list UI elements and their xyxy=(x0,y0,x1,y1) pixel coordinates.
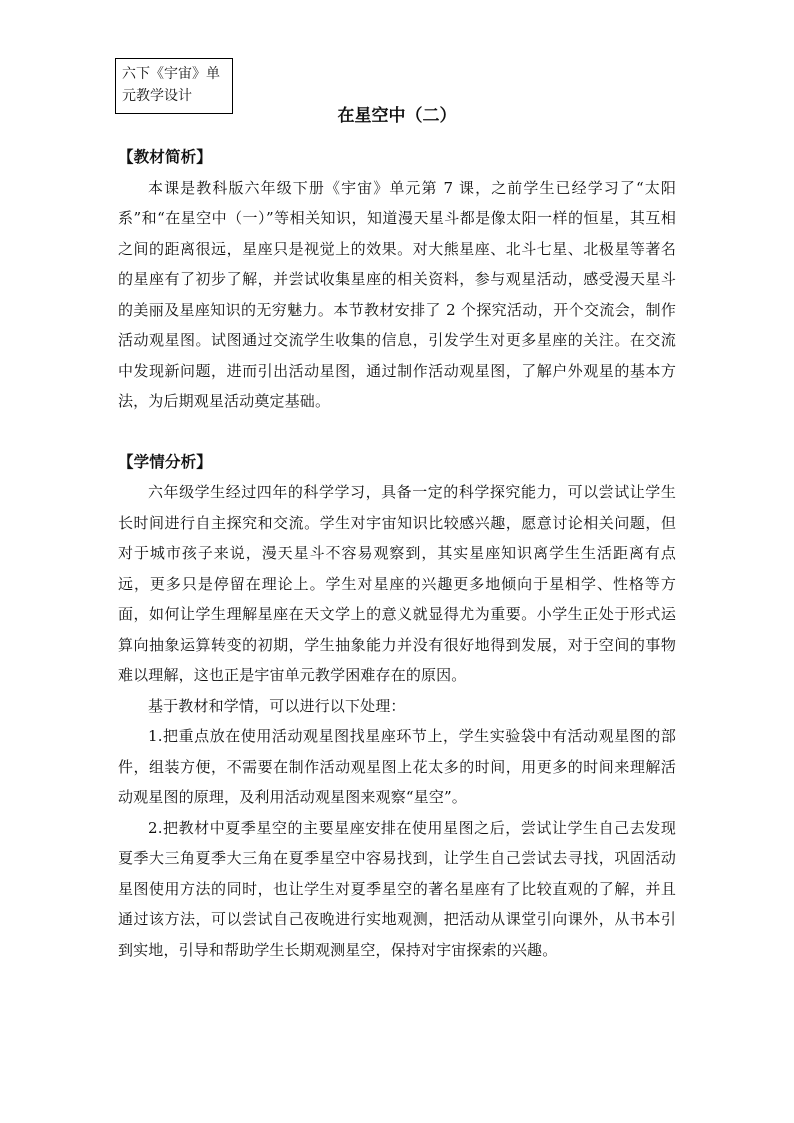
paragraph: 基于教材和学情，可以进行以下处理： xyxy=(148,696,406,715)
section-heading: 【学情分析】 xyxy=(118,451,212,471)
section-spacer xyxy=(118,417,676,447)
paragraph: 六年级学生经过四年的科学学习，具备一定的科学探究能力，可以尝试让学生长时间进行自主探究和交流。学生对宇宙知识比较感兴趣，愿意讨论相关问题，但对于城市孩子来说，漫天星斗不容易观察到，其实星座知识离学生生活距离有点远，更多只是停留在理论上。学生对星座的兴趣更多地倾向于星相学、性格等方面，如何让学生理解星座在天文学上的意义就显得尤为重要。小学生正处于形式运算向抽象运算转变的初期，学生抽象能力并没有很好地得到发展，对于空间的事物难以理解，这也正是宇宙单元教学困难存在的原因。 xyxy=(118,483,676,684)
unit-label-line-1: 六下《宇宙》单 xyxy=(122,66,220,82)
document-body xyxy=(118,142,676,965)
section-learner-analysis xyxy=(118,447,676,966)
paragraph: 2.把教材中夏季星空的主要星座安排在使用星图之后，尝试让学生自己去发现夏季大三角夏季大三角在夏季星空中容易找到，让学生自己尝试去寻找，巩固活动星图使用方法的同时，也让学生对夏季星空的著名星座有了比较直观的了解，并且通过该方法，可以尝试自己夜晚进行实地观测，把活动从课堂引向课外，从书本引到实地，引导和帮助学生长期观测星空，保持对宇宙探索的兴趣。 xyxy=(118,818,676,959)
unit-label-line-2: 元教学设计 xyxy=(122,88,192,104)
paragraph: 1.把重点放在使用活动观星图找星座环节上，学生实验袋中有活动观星图的部件，组装方便，不需要在制作活动观星图上花太多的时间，用更多的时间来理解活动观星图的原理，及利用活动观星图来观察“星空”。 xyxy=(118,727,676,806)
document-title: 在星空中（二） xyxy=(337,106,457,126)
section-heading: 【教材简析】 xyxy=(118,147,212,166)
paragraph: 本课是教科版六年级下册《宇宙》单元第 7 课，之前学生已经学习了“太阳系”和“在星空中（一）”等相关知识，知道漫天星斗都是像太阳一样的恒星，其互相之间的距离很远，星座只是视觉上的效果。对大熊星座、北斗七星、北极星等著名的星座有了初步了解，并尝试收集星座的相关资料，参与观星活动，感受漫天星斗的美丽及星座知识的无穷魅力。本节教材安排了 2 个探究活动，开个交流会，制作活动观星图。试图通过交流学生收集的信息，引发学生对更多星座的关注。在交流中发现新问题，进而引出活动星图，通过制作活动观星图，了解户外观星的基本方法，为后期观星活动奠定基础。 xyxy=(118,178,676,410)
section-textbook-analysis xyxy=(118,142,676,417)
